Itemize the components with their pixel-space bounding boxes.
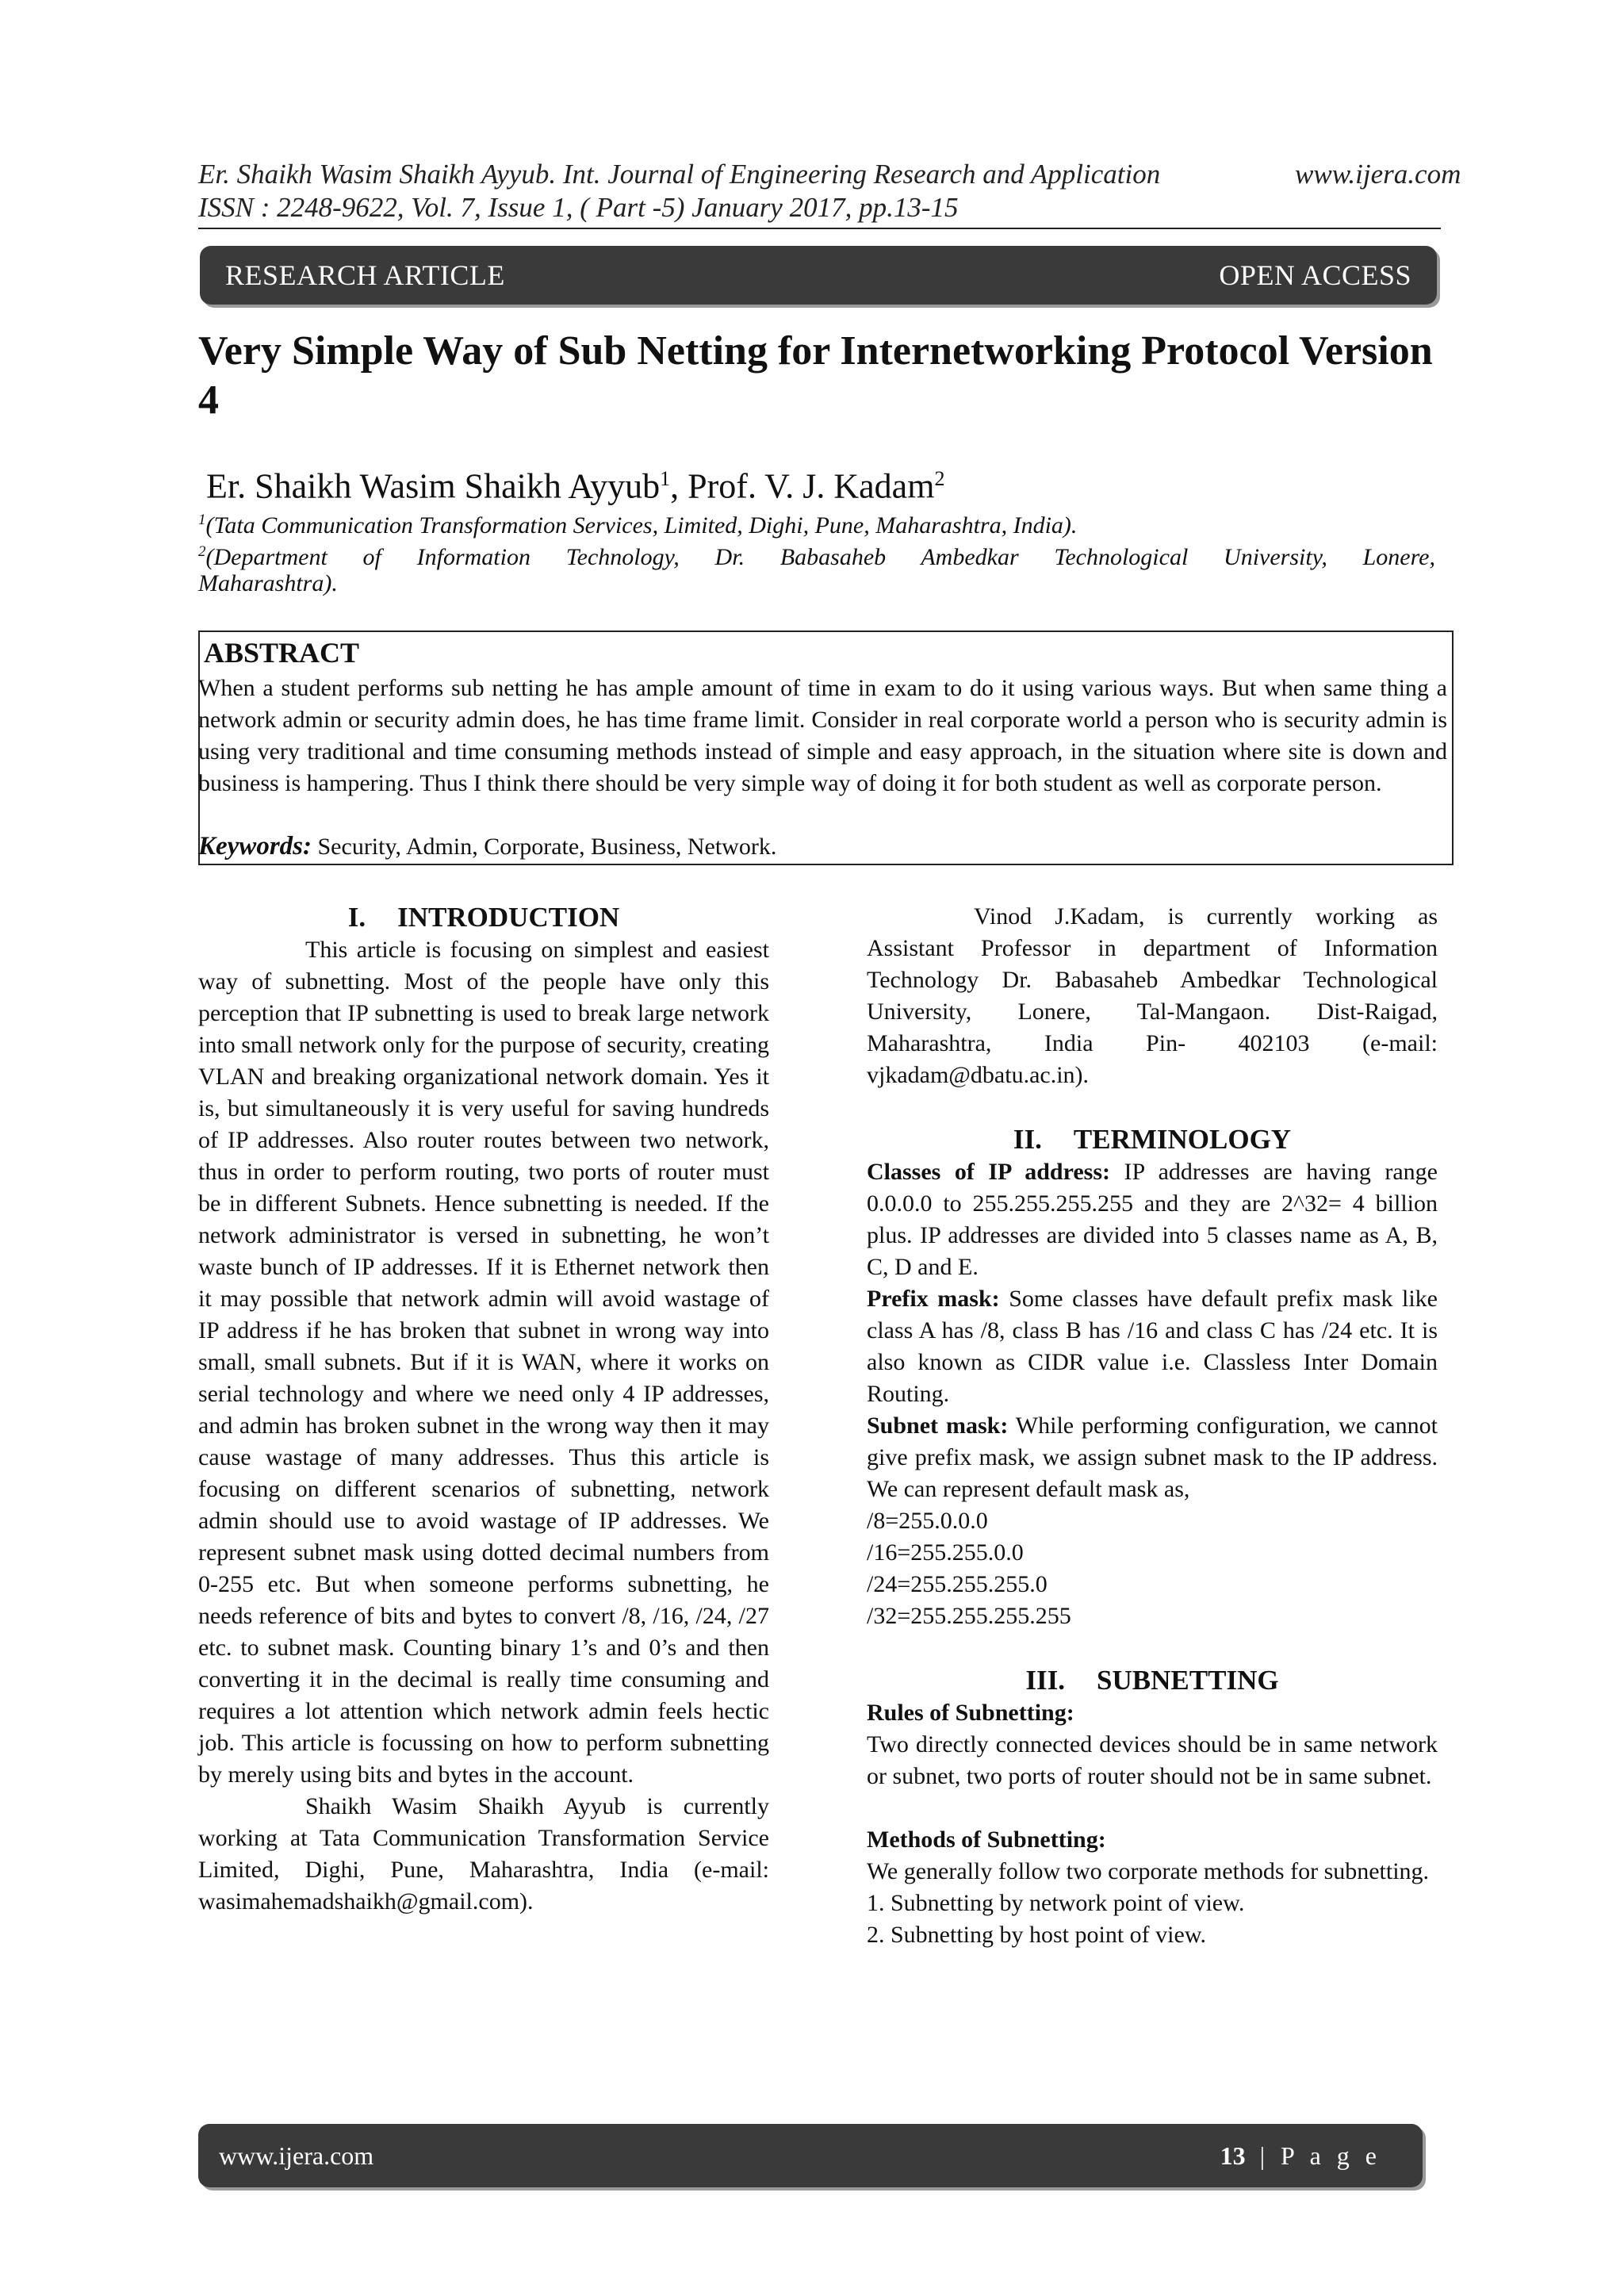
prefix-paragraph xyxy=(867,1283,1438,1410)
rules-heading: Rules of Subnetting: xyxy=(867,1700,1074,1726)
affiliation-text: (Tata Communication Transformation Services, Limited, Dighi, Pune, Maharashtra, India). xyxy=(205,512,1078,539)
footer-bar xyxy=(198,2124,1423,2187)
mask-item: /24=255.255.255.0 xyxy=(867,1571,1048,1597)
mask-item: /8=255.0.0.0 xyxy=(867,1508,988,1534)
affiliation-marker: 2 xyxy=(198,543,206,560)
author-name: Er. Shaikh Wasim Shaikh Ayyub xyxy=(206,466,661,506)
section-title: INTRODUCTION xyxy=(397,902,620,933)
author1-bio-paragraph: Shaikh Wasim Shaikh Ayyub is currently working at Tata Communication Transformation Service Limited, Dighi, Pune, Maharashtra, India (e-mail: wasimahemadshaikh@gmail.com). xyxy=(198,1793,769,1915)
section-heading-introduction xyxy=(198,901,769,934)
section-heading-subnetting xyxy=(867,1664,1438,1697)
running-header-website[interactable]: www.ijera.com xyxy=(1295,159,1461,190)
method-item: 2. Subnetting by host point of view. xyxy=(867,1922,1207,1948)
footer-page xyxy=(1220,2141,1381,2171)
classes-paragraph xyxy=(867,1156,1438,1283)
running-header-journal: Er. Shaikh Wasim Shaikh Ayyub. Int. Journal of Engineering Research and Application xyxy=(198,159,1161,190)
author-name: Prof. V. J. Kadam xyxy=(688,466,935,506)
classes-text: IP addresses are having range 0.0.0.0 to 255.255.255.255 and they are 2^32= 4 billion plus. IP addresses are divided into 5 classes name as A, B, C, D and E. xyxy=(867,1159,1438,1280)
subnet-label: Subnet mask: xyxy=(867,1412,1009,1439)
author-affiliation-marker: 1 xyxy=(660,467,671,490)
prefix-text: Some classes have default prefix mask like class A has /8, class B has /16 and class C has /24 etc. It is also known as CIDR value i.e. Classless Inter Domain Routing. xyxy=(867,1286,1438,1407)
abstract-text: When a student performs sub netting he has ample amount of time in exam to do it using various ways. But when same thing a network admin or security admin does, he has time frame limit. Consider in real corporate world a person who is security admin is using very traditional and time consuming methods instead of simple and easy approach, in the situation where site is down and business is hampering. Thus I think there should be very simple way of doing it for both student as well as corporate person. xyxy=(198,675,1447,796)
section-number: III. xyxy=(1025,1665,1066,1696)
keywords-line xyxy=(198,830,776,863)
running-header-issn: ISSN : 2248-9622, Vol. 7, Issue 1, ( Part -5) January 2017, pp.13-15 xyxy=(198,192,959,223)
page-label: | P a g e xyxy=(1248,2141,1381,2170)
classes-label: Classes of IP address: xyxy=(867,1159,1111,1185)
method-item: 1. Subnetting by network point of view. xyxy=(867,1890,1245,1916)
header-rule xyxy=(198,228,1441,229)
right-column xyxy=(867,901,1438,1951)
page-number: 13 xyxy=(1220,2141,1246,2170)
section-number: I. xyxy=(347,902,366,933)
mask-item: /16=255.255.0.0 xyxy=(867,1539,1024,1566)
author-list xyxy=(206,457,944,509)
subnet-text: While performing configuration, we cannot give prefix mask, we assign subnet mask to the IP address. We can represent default mask as, xyxy=(867,1412,1438,1502)
methods-heading: Methods of Subnetting: xyxy=(867,1826,1106,1853)
footer-website[interactable]: www.ijera.com xyxy=(219,2141,374,2170)
subnet-paragraph xyxy=(867,1410,1438,1505)
open-access-label: OPEN ACCESS xyxy=(1219,259,1411,291)
author2-bio-paragraph: Vinod J.Kadam, is currently working as Assistant Professor in department of Information Technology Dr. Babasaheb Ambedkar Technological University, Lonere, Tal-Mangaon. Dist-Raigad, Maharashtra, India Pin- 402103 (e-mail: vjkadam@dbatu.ac.in). xyxy=(867,903,1438,1088)
section-title: SUBNETTING xyxy=(1097,1665,1279,1696)
section-number: II. xyxy=(1013,1124,1042,1155)
intro-paragraph: This article is focusing on simplest and easiest way of subnetting. Most of the people have only this perception that IP subnetting is used to break large network into small network only for the purpose of security, creating VLAN and breaking organizational network domain. Yes it is, but simultaneously it is very useful for saving hundreds of IP addresses. Also router routes between two network, thus in order to perform routing, two ports of router must be in different Subnets. Hence subnetting is needed. If the network administrator is versed in subnetting, he won’t waste bunch of IP addresses. If it is Ethernet network then it may possible that network admin will avoid wastage of IP address if he has broken that subnet in wrong way into small, small subnets. But if it is WAN, where it works on serial technology and where we need only 4 IP addresses, and admin has broken subnet in the wrong way then it may cause wastage of many addresses. Thus this article is focusing on different scenarios of subnetting, network admin should use to avoid wastage of IP addresses. We represent subnet mask using dotted decimal numbers from 0-255 etc. But when someone performs subnetting, he needs reference of bits and bytes to convert /8, /16, /24, /27 etc. to subnet mask. Counting binary 1’s and 0’s and then converting it in the decimal is really time consuming and requires a lot attention which network admin feels hectic job. This article is focussing on how to perform subnetting by merely using bits and bytes in the account. xyxy=(198,937,769,1788)
spacer xyxy=(867,1792,1438,1824)
abstract-heading-row xyxy=(200,635,1455,670)
spacer xyxy=(867,1632,1438,1664)
section-heading-terminology xyxy=(867,1123,1438,1156)
article-type-bar xyxy=(200,246,1437,305)
author-separator: , xyxy=(670,466,688,506)
paper-title: Very Simple Way of Sub Netting for Internetworking Protocol Version 4 xyxy=(198,328,1433,423)
spacer xyxy=(867,1091,1438,1123)
article-type-label: RESEARCH ARTICLE xyxy=(225,259,505,291)
abstract-heading: ABSTRACT xyxy=(204,637,360,669)
prefix-label: Prefix mask: xyxy=(867,1286,1000,1312)
affiliation-marker: 1 xyxy=(198,512,206,528)
affiliation-2-continued: Maharashtra). xyxy=(198,570,338,596)
keywords-label: Keywords: xyxy=(198,832,312,861)
keywords-text: Security, Admin, Corporate, Business, Network. xyxy=(312,834,777,860)
affiliation-2 xyxy=(198,536,1435,573)
section-title: TERMINOLOGY xyxy=(1073,1124,1292,1155)
affiliation-text: (Department of Information Technology, Dr. Babasaheb Ambedkar Technological University, Lonere, xyxy=(205,544,1435,570)
author-affiliation-marker: 2 xyxy=(934,467,945,490)
mask-item: /32=255.255.255.255 xyxy=(867,1603,1071,1629)
methods-paragraph: We generally follow two corporate methods for subnetting. xyxy=(867,1858,1430,1884)
rules-paragraph: Two directly connected devices should be in same network or subnet, two ports of router should not be in same subnet. xyxy=(867,1731,1438,1789)
left-column xyxy=(198,901,769,1918)
